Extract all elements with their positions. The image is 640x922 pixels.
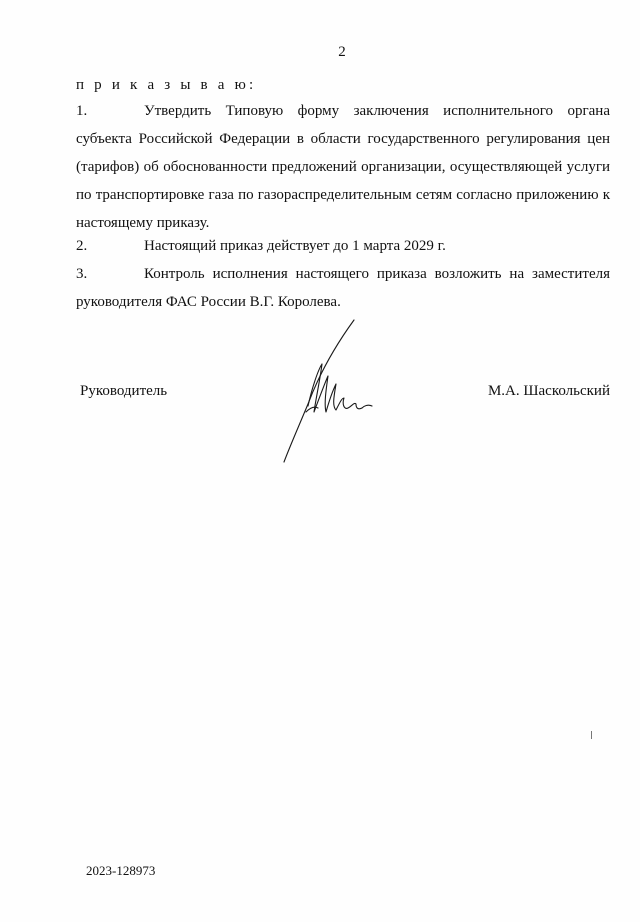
item-2-number: 2.	[76, 238, 88, 254]
item-2-paragraph	[76, 232, 610, 260]
decree-word: п р и к а з ы в а ю:	[76, 77, 257, 93]
item-1-paragraph	[76, 97, 610, 237]
item-3-paragraph	[76, 260, 610, 316]
signature-row	[80, 377, 610, 405]
signatory-title: Руководитель	[80, 383, 168, 399]
item-1-number: 1.	[76, 103, 88, 119]
document-registration-number: 2023-128973	[86, 863, 156, 878]
item-3-text: Контроль исполнения настоящего приказа возложить на заместителя руководителя ФАС России В.Г. Королева.	[76, 266, 610, 310]
page-number: 2	[338, 44, 346, 60]
item-2-text: Настоящий приказ действует до 1 марта 2029 г.	[144, 238, 446, 254]
scan-speck	[591, 731, 592, 739]
item-3-number: 3.	[76, 266, 88, 282]
signatory-name: М.А. Шаскольский	[487, 383, 610, 399]
item-1-text: Утвердить Типовую форму заключения исполнительного органа субъекта Российской Федерации в области государственного регулирования цен (тарифов) об обоснованности предложений организации, осуществляющей услуги по транспортировке газа по газораспределительным сетям согласно приложению к настоящему приказу.	[76, 103, 610, 231]
